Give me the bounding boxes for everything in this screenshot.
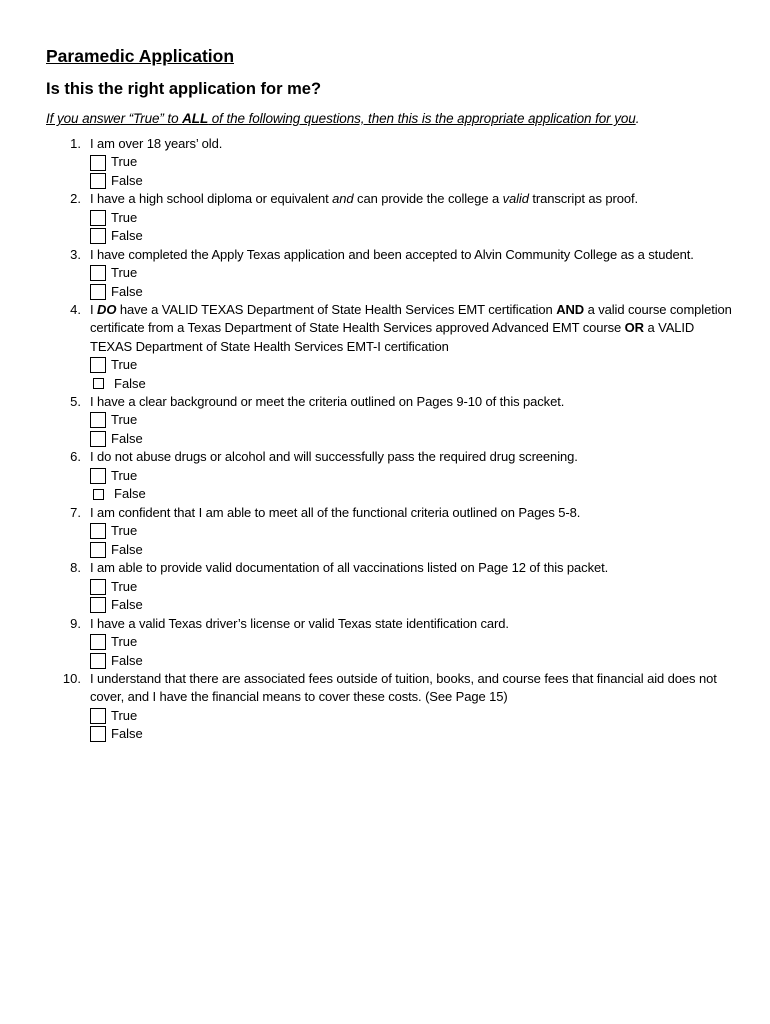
question-text-segment: I am over 18 years’ old.: [90, 136, 223, 151]
checkbox-true[interactable]: [90, 265, 106, 281]
question-text: [90, 393, 736, 411]
question-item: [46, 559, 736, 614]
checkbox-true[interactable]: [90, 468, 106, 484]
question-text-segment: have a VALID TEXAS Department of State Health Services EMT certification: [116, 302, 557, 318]
question-text-segment: OR: [624, 320, 644, 336]
checkbox-false[interactable]: [90, 597, 106, 613]
question-text-segment: I have a valid Texas driver’s license or valid Texas state identification card.: [90, 615, 509, 631]
option-label-false: False: [111, 541, 143, 557]
question-text-segment: a valid course completion certificate from a Texas Department of State Health Services approved Advanced EMT course: [90, 302, 732, 336]
option-label-false: False: [111, 430, 143, 446]
question-item: [46, 190, 736, 245]
option-label-true: True: [111, 523, 138, 539]
checkbox-true[interactable]: [90, 155, 106, 171]
option-label-false: False: [114, 375, 146, 391]
option-label-true: True: [111, 209, 138, 225]
option-label-true: True: [111, 633, 138, 649]
question-text: [90, 559, 736, 577]
option-true[interactable]: [90, 467, 736, 486]
question-number: 7.: [70, 504, 81, 520]
option-label-false: False: [111, 726, 143, 742]
option-false[interactable]: [90, 485, 736, 504]
option-label-false: False: [111, 172, 143, 188]
question-text-segment: I understand that there are associated fees outside of tuition, books, and course fees that financial aid does not cover, and I have the financial means to cover these costs. (See Page 15): [90, 670, 717, 705]
question-text-segment: I have a clear background or meet the criteria outlined on Pages 9-10 of this packet.: [90, 393, 565, 409]
option-label-false: False: [111, 283, 143, 299]
question-item: [46, 670, 736, 744]
option-false[interactable]: [90, 227, 736, 246]
checkbox-true[interactable]: [90, 634, 106, 650]
question-number: 1.: [70, 136, 81, 151]
question-item: [46, 246, 736, 301]
document-page: [46, 44, 736, 744]
question-text: [90, 670, 736, 706]
option-true[interactable]: [90, 356, 736, 375]
question-text-segment: DO: [97, 302, 117, 318]
option-true[interactable]: [90, 633, 736, 652]
question-text: [90, 504, 736, 522]
option-label-true: True: [111, 707, 138, 723]
question-text-segment: I am able to provide valid documentation of all vaccinations listed on Page 12 of this packet.: [90, 560, 609, 576]
page-subtitle: Is this the right application for me?: [46, 80, 322, 98]
question-item: [46, 504, 736, 559]
checkbox-false[interactable]: [90, 542, 106, 558]
page-title: Paramedic Application: [46, 46, 235, 66]
checkbox-false[interactable]: [90, 431, 106, 447]
option-label-true: True: [111, 154, 138, 170]
checkbox-false[interactable]: [93, 378, 104, 389]
question-text: [90, 301, 736, 356]
question-list: [46, 135, 736, 744]
option-false[interactable]: [90, 651, 736, 670]
option-true[interactable]: [90, 264, 736, 283]
question-text-segment: valid: [502, 191, 529, 207]
question-number: 3.: [70, 246, 81, 262]
question-text-segment: transcript as proof.: [528, 191, 639, 207]
question-text-segment: I have a high school diploma or equivalent: [90, 191, 333, 207]
question-text: [90, 135, 736, 153]
option-false[interactable]: [90, 725, 736, 744]
option-label-true: True: [111, 265, 138, 281]
option-false[interactable]: [90, 374, 736, 393]
option-label-false: False: [111, 597, 143, 613]
option-label-false: False: [114, 486, 146, 502]
option-true[interactable]: [90, 153, 736, 172]
option-label-false: False: [111, 652, 143, 668]
question-text-segment: AND: [556, 302, 585, 318]
instructions: [46, 110, 736, 128]
question-number: 9.: [70, 615, 81, 631]
question-item: [46, 615, 736, 670]
option-true[interactable]: [90, 577, 736, 596]
checkbox-true[interactable]: [90, 412, 106, 428]
option-true[interactable]: [90, 411, 736, 430]
checkbox-true[interactable]: [90, 708, 106, 724]
question-number: 5.: [70, 393, 81, 409]
option-label-true: True: [111, 578, 138, 594]
instructions-part-3: of the following questions, then this is the appropriate application for you: [208, 111, 636, 126]
checkbox-true[interactable]: [90, 579, 106, 595]
instructions-part-1: If you answer “True” to: [46, 111, 183, 126]
instructions-period: .: [635, 111, 640, 126]
option-false[interactable]: [90, 596, 736, 615]
question-text-segment: I am confident that I am able to meet all of the functional criteria outlined on Pages 5-8.: [90, 504, 581, 520]
question-text-segment: can provide the college a: [353, 191, 503, 207]
question-text-segment: a VALID TEXAS Department of State Health Services EMT-I certification: [90, 320, 695, 354]
option-false[interactable]: [90, 430, 736, 449]
option-false[interactable]: [90, 172, 736, 191]
question-text: [90, 615, 736, 633]
question-item: [46, 393, 736, 448]
question-text-segment: I: [90, 302, 98, 318]
option-true[interactable]: [90, 522, 736, 541]
option-true[interactable]: [90, 706, 736, 725]
checkbox-false[interactable]: [90, 653, 106, 669]
question-text-segment: I have completed the Apply Texas application and been accepted to Alvin Community College as a student.: [90, 246, 694, 262]
question-number: 6.: [70, 449, 81, 465]
option-true[interactable]: [90, 209, 736, 228]
question-number: 10.: [62, 670, 81, 686]
option-label-true: True: [111, 356, 138, 372]
question-text: [90, 246, 736, 264]
instructions-emphasis-all: ALL: [182, 111, 209, 126]
option-label-true: True: [111, 412, 138, 428]
option-false[interactable]: [90, 283, 736, 302]
question-text: [90, 190, 736, 208]
question-number: 8.: [70, 560, 81, 576]
question-text: [90, 448, 736, 466]
option-label-false: False: [111, 228, 143, 244]
question-item: [46, 135, 736, 190]
question-number: 2.: [70, 191, 81, 207]
checkbox-false[interactable]: [93, 489, 104, 500]
checkbox-false[interactable]: [90, 228, 106, 244]
question-text-segment: I do not abuse drugs or alcohol and will successfully pass the required drug screening.: [90, 449, 578, 465]
option-false[interactable]: [90, 541, 736, 560]
checkbox-false[interactable]: [90, 284, 106, 300]
checkbox-false[interactable]: [90, 173, 106, 189]
checkbox-true[interactable]: [90, 523, 106, 539]
checkbox-true[interactable]: [90, 210, 106, 226]
option-label-true: True: [111, 467, 138, 483]
checkbox-true[interactable]: [90, 357, 106, 373]
question-item: [46, 301, 736, 393]
question-item: [46, 448, 736, 503]
question-text-segment: and: [332, 191, 354, 207]
checkbox-false[interactable]: [90, 726, 106, 742]
question-number: 4.: [70, 302, 81, 318]
